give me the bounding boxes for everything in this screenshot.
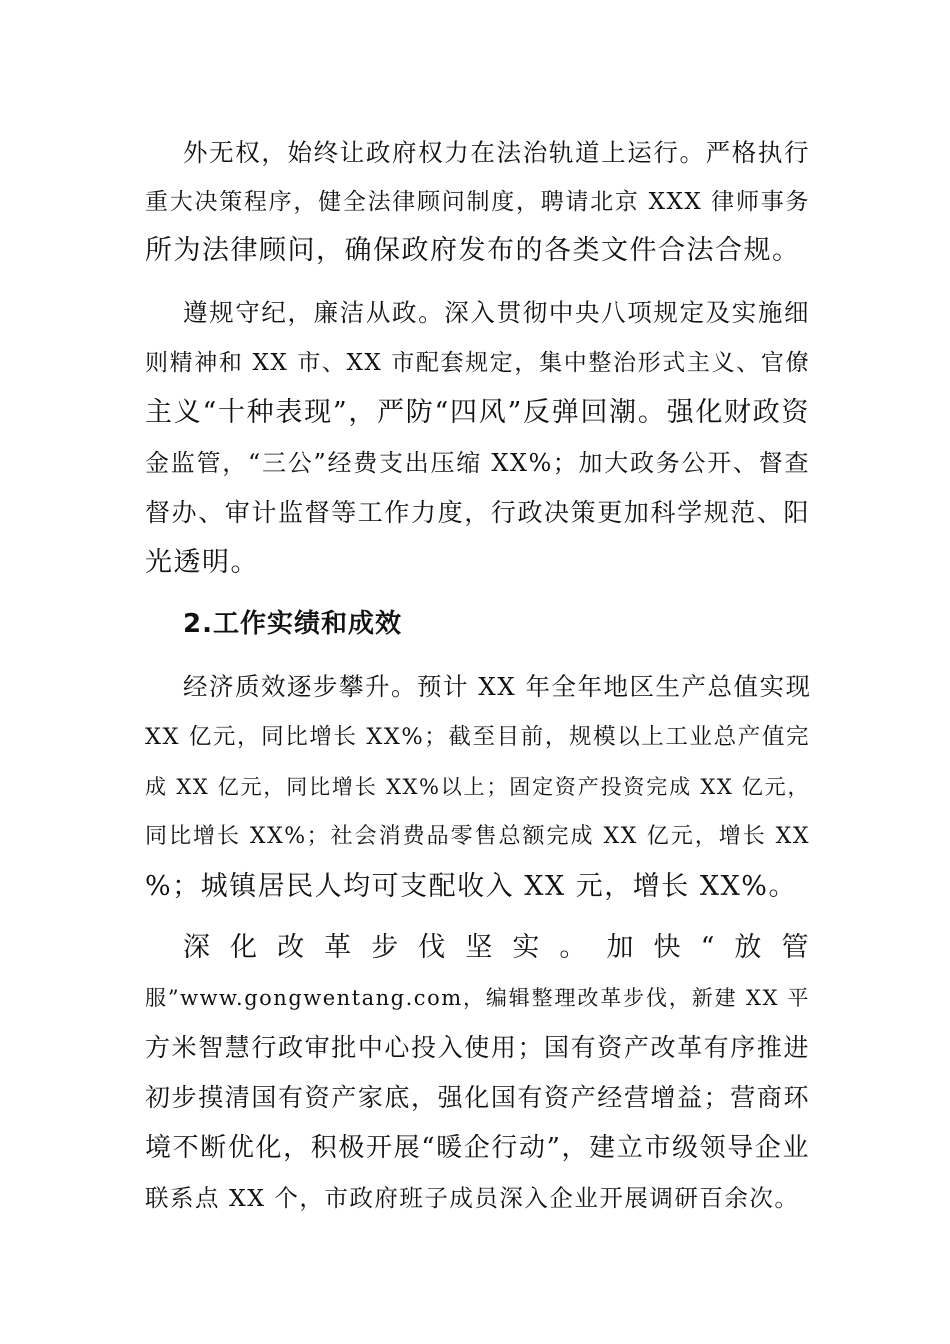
paragraph-4-line-3: 方米智慧行政审批中心投入使用；国有资产改革有序推进 [145, 1033, 810, 1062]
paragraph-4-line-5: 境不断优化，积极开展“暖企行动”，建立市级领导企业 [145, 1133, 810, 1163]
paragraph-2-line-4: 金监管，“三公”经费支出压缩 XX%；加大政务公开、督查 [145, 449, 810, 477]
paragraph-3-line-1: 经济质效逐步攀升。预计 XX 年全年地区生产总值实现 [183, 672, 812, 701]
paragraph-2-line-1: 遵规守纪，廉洁从政。深入贯彻中央八项规定及实施细 [183, 298, 810, 327]
paragraph-1-line-2: 重大决策程序，健全法律顾问制度，聘请北京 XXX 律师事务 [145, 189, 810, 215]
paragraph-2-line-6: 光透明。 [145, 547, 259, 578]
paragraph-4-line-6: 联系点 XX 个，市政府班子成员深入企业开展调研百余次。 [145, 1184, 800, 1212]
paragraph-3-line-4: 同比增长 XX%；社会消费品零售总额完成 XX 亿元，增长 XX [145, 824, 810, 849]
paragraph-2-line-3: 主义“十种表现”，严防“四风”反弹回潮。强化财政资 [145, 397, 810, 428]
paragraph-1-line-3: 所为法律顾问，确保政府发布的各类文件合法合规。 [145, 235, 801, 266]
paragraph-3-line-2: XX 亿元，同比增长 XX%；截至目前，规模以上工业总产值完 [145, 724, 810, 750]
paragraph-3-line-5: %；城镇居民人均可支配收入 XX 元，增长 XX%。 [145, 871, 797, 902]
paragraph-4-line-2: 服”www.gongwentang.com，编辑整理改革步伐，新建 XX 平 [145, 986, 810, 1010]
paragraph-1-line-1: 外无权，始终让政府权力在法治轨道上运行。严格执行 [183, 138, 810, 167]
paragraph-2-line-2: 则精神和 XX 市、XX 市配套规定，集中整治形式主义、官僚 [145, 350, 810, 376]
paragraph-2-line-5: 督办、审计监督等工作力度，行政决策更加科学规范、阳 [145, 498, 810, 527]
section-heading: 2.工作实绩和成效 [183, 609, 402, 639]
paragraph-4-line-1: 深化改革步伐坚实。加快“放管 [183, 932, 810, 963]
paragraph-3-line-3: 成 XX 亿元，同比增长 XX%以上；固定资产投资完成 XX 亿元， [145, 775, 810, 799]
paragraph-4-line-4: 初步摸清国有资产家底，强化国有资产经营增益；营商环 [145, 1083, 810, 1112]
